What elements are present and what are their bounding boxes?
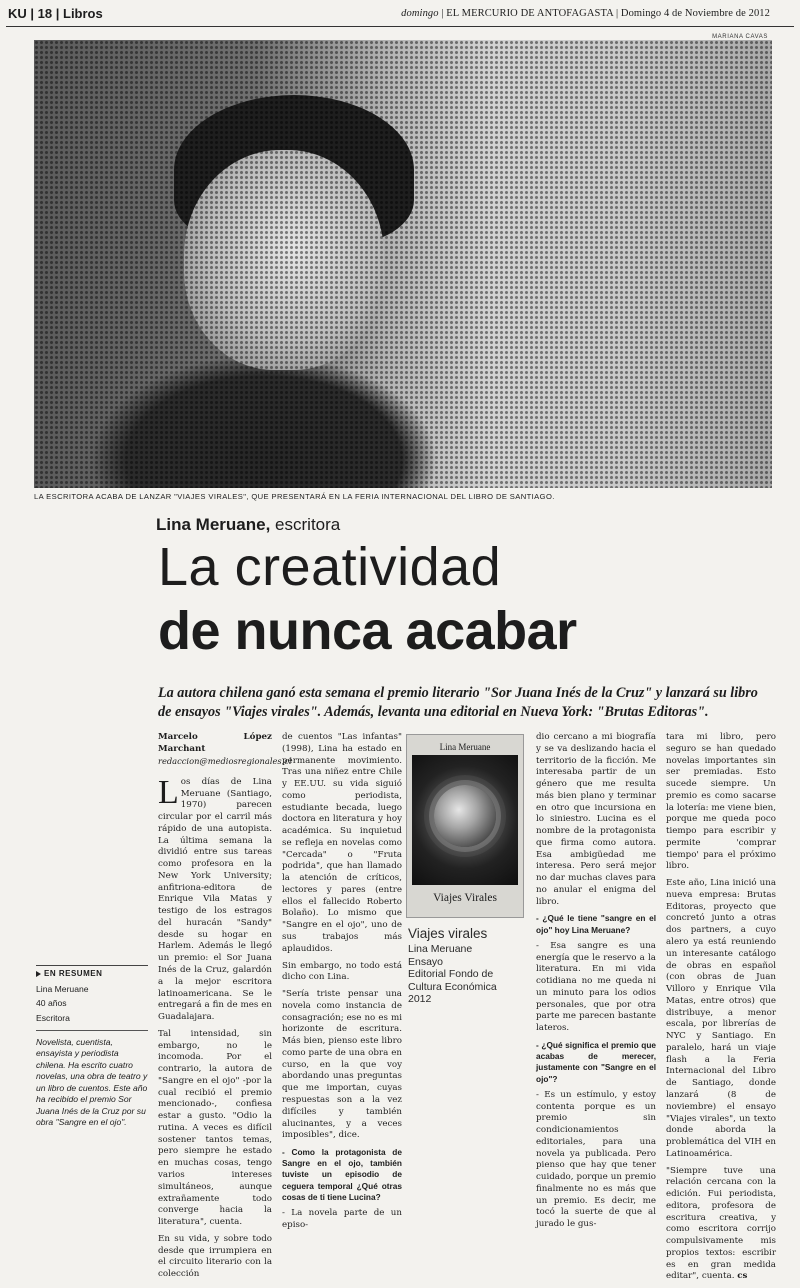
halftone-overlay <box>34 40 772 488</box>
triangle-bullet-icon <box>36 971 41 977</box>
paragraph: Tal intensidad, sin embargo, no le incomoda. Por el contrario, la autora de "Sangre en el ojo" -por la cual recibió el premio mencionado-, confiesa estar a gusto. "Odio la rutina. A veces es difícil sostener tantos temas, pero siempre he estado en muchas cosas, tengo varios intereses simultáneos, aunque extrañamente todo converge hacia la literatura", cuenta. <box>158 1028 272 1228</box>
interview-answer: - Es un estímulo, y estoy contenta porque es un premio sin condicionamientos editoriales, para una novela ya publicada. Pero pienso que hay que tener cuidado, porque un premio finalmente no es más que un premio. Es decir, me tocó la suerte de que al jurado le gus- <box>536 1089 656 1230</box>
paragraph: "Sería triste pensar una novela como instancia de consagración; ese no es mi horizonte de escritura. Más bien, pienso este libro como parte de una obra en curso, en la que voy abordando unas preguntas que me importan, cuyas respuestas son a la vez difíciles y también alucinantes, y a veces imposibles", dice. <box>282 989 402 1141</box>
lead-paragraph: La autora chilena ganó esta semana el premio literario "Sor Juana Inés de la Cruz" y lanzará su libro de ensayos "Viajes virales". Además, levanta una editorial en Nueva York: "Brutas Editoras". <box>158 685 758 720</box>
sidebar-bio: Novelista, cuentista, ensayista y periodista chilena. Ha escrito cuatro novelas, una obra de teatro y un libro de cuentos. Este año ha recibido el premio Sor Juana Inés de la Cruz por su obra "Sangre en el ojo". <box>36 1037 148 1127</box>
article-column-2 <box>282 732 402 1237</box>
book-publisher: Editorial Fondo de Cultura Económica <box>408 968 497 993</box>
section-header: KU | 18 | Libros <box>8 6 103 21</box>
book-year: 2012 <box>408 993 432 1006</box>
header-rule <box>6 26 794 27</box>
masthead: EL MERCURIO DE ANTOFAGASTA <box>446 8 614 19</box>
interview-question: - ¿Qué le tiene "sangre en el ojo" hoy Lina Meruane? <box>536 913 656 935</box>
paragraph: de cuentos "Las infantas" (1998), Lina ha estado en permanente movimiento. Tras una niñez entre Chile y EE.UU. su vida siguió como periodista, estudiante becada, luego doctora en literatura y hoy académica. Su inquietud se refleja en novelas como "Cercada" o "Fruta podrida", que han llamado la atención de críticos, lectores y pares (entre ellos el fallecido Roberto Bolaño). Lo mismo que "Sangre en el ojo", uno de sus trabajos más aplaudidos. <box>282 732 402 954</box>
sidebar-age: 40 años <box>36 998 67 1009</box>
author-photo <box>34 40 772 488</box>
kicker-name: Lina Meruane, <box>156 515 271 534</box>
article-column-1 <box>158 732 292 1286</box>
sidebar-facts <box>36 984 148 1024</box>
kicker <box>156 515 340 535</box>
masthead-line: domingo | EL MERCURIO DE ANTOFAGASTA | Domingo 4 de Noviembre de 2012 <box>401 8 770 19</box>
paragraph: tara mi libro, pero seguro se han quedado novelas importantes sin ser premiadas. Esto sucede siempre. Un premio es como sacarse la lotería: me viene bien, porque me queda poco tiempo para escribir y permite 'comprar tiempo' para el próximo libro. <box>666 732 776 872</box>
drop-cap: L <box>158 773 179 811</box>
sidebar-name: Lina Meruane <box>36 984 89 994</box>
edition-label: domingo <box>401 8 439 19</box>
interview-question: - Como la protagonista de Sangre en el ojo, también tuviste un episodio de ceguera temporal ¿Qué otras cosas de ti tiene Lucina? <box>282 1147 402 1202</box>
interview-answer: dio cercano a mi biografía y se va deslizando hacia el territorio de la ficción. Me interesaba partir de un género que me resulta más bien plano y terminar en otro que incursiona en lo siniestro. Lucina es el nombre de la protagonista que firma como autora. Esa ambigüedad me interesa. Pero será mejor no dar muchas claves para no anular el enigma del libro. <box>536 732 656 907</box>
interview-question: - ¿Qué significa el premio que acabas de merecer, justamente con "Sangre en el ojo"? <box>536 1040 656 1084</box>
headline-line-1: La creatividad <box>158 537 502 597</box>
issue-date: Domingo 4 de Noviembre de 2012 <box>620 8 770 19</box>
photo-credit: MARIANA CAVAS <box>712 34 768 40</box>
paragraph: En su vida, y sobre todo desde que irrumpiera en el circuito literario con la colección <box>158 1233 272 1280</box>
book-author: Lina Meruane <box>408 943 473 955</box>
book-cover <box>406 734 524 918</box>
byline-name: Marcelo López Marchant <box>158 732 272 754</box>
book-genre: Ensayo <box>408 955 444 968</box>
paragraph: Sin embargo, no todo está dicho con Lina. <box>282 960 402 983</box>
page-number: 18 <box>37 6 53 21</box>
book-cover-title: Viajes Virales <box>433 892 497 904</box>
paragraph: Los días de Lina Meruane (Santiago, 1970) parecen circular por el carril más rápido de una autopista. La última semana la dividió entre sus tareas como profesora en la New York University; anfitriona-editora de Enrique Vila Matas y testigo de los estragos del huracán "Sandy" desde su hogar en Harlem. Además le llegó un premio: el Sor Juana Inés de la Cruz, galardón a la mejor escritora latinoamericana. Se le entregará a fin de mes en Guadalajara. <box>158 773 272 1023</box>
article-column-3 <box>536 732 656 1236</box>
book-cover-author: Lina Meruane <box>439 742 491 752</box>
interview-answer: - Esa sangre es una energía que le reservo a la literatura. En mi vida cotidiana no me queda ni un minuto para los odios personales, que por otra parte me parecen bastante lateros. <box>536 940 656 1034</box>
virus-illustration-icon <box>434 785 496 847</box>
sidebar-heading: EN RESUMEN <box>36 965 148 978</box>
byline-email: redaccion@mediosregionales.cl <box>158 755 292 766</box>
paragraph: Este año, Lina inició una nueva empresa: Brutas Editoras, proyecto que concretó junto a otras dos partners, a cuyo alero ya está reuniendo un interesante catálogo de obras en español (con obras de Juan Villoro y Enrique Vila Matas, entre otros) que distribuye, a menor escala, por librerías de NYC y Santiago. En paralelo, hará un viaje flash a la Feria Internacional del Libro de Santiago, donde lanzará (8 de noviembre) el ensayo "Viajes virales", un texto donde aborda la problemática del VIH en Latinoamérica. <box>666 878 776 1159</box>
sidebar-occupation: Escritora <box>36 1012 70 1023</box>
end-mark: cs <box>737 1271 748 1282</box>
interview-answer: - La novela parte de un episo- <box>282 1208 402 1230</box>
book-info <box>408 926 528 1006</box>
book-cover-art <box>412 755 518 885</box>
article-column-4 <box>666 732 776 1288</box>
photo-caption: LA ESCRITORA ACABA DE LANZAR "VIAJES VIRALES", QUE PRESENTARÁ EN LA FERIA INTERNACIONAL DEL LIBRO DE SANTIAGO. <box>34 492 555 501</box>
sidebar-divider <box>36 1030 148 1031</box>
kicker-role: escritora <box>275 515 341 534</box>
section-code: KU <box>8 6 27 21</box>
headline-line-2: de nunca acabar <box>158 601 577 661</box>
section-name: Libros <box>63 6 103 21</box>
book-title: Viajes virales <box>408 926 488 941</box>
summary-sidebar <box>36 965 148 1128</box>
paragraph: "Siempre tuve una relación cercana con la edición. Fui periodista, editora, profesora de escritura creativa, y como escritora corrijo compulsivamente mis propios textos: escribir es en gran medida editar", cuenta. cs <box>666 1165 776 1282</box>
